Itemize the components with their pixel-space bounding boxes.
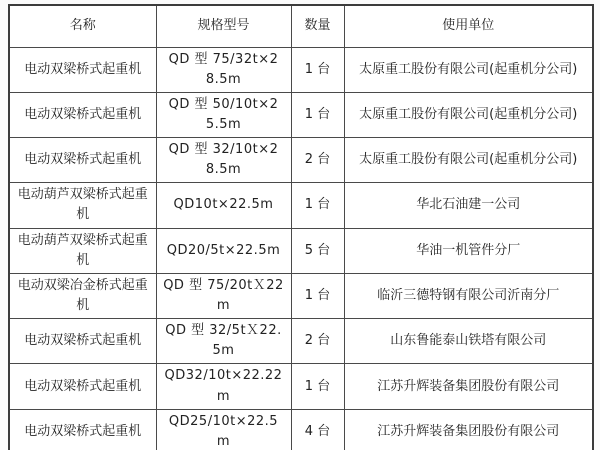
unit-cell: 太原重工股份有限公司(起重机分公司) — [344, 47, 593, 92]
table-row — [9, 319, 593, 364]
unit-cell: 江苏升辉装备集团股份有限公司 — [344, 364, 593, 409]
name-cell: 电动双梁桥式起重机 — [9, 319, 156, 364]
spec-cell: QD 型 50/10t×25.5m — [156, 92, 291, 137]
spec-cell: QD20/5t×22.5m — [156, 228, 291, 273]
name-cell: 电动双梁桥式起重机 — [9, 47, 156, 92]
unit-cell: 山东鲁能泰山铁塔有限公司 — [344, 319, 593, 364]
qty-cell: 1 台 — [291, 47, 344, 92]
unit-cell: 华北石油建一公司 — [344, 183, 593, 228]
table-row — [9, 364, 593, 409]
column-header: 名称 — [9, 5, 156, 47]
table-row — [9, 47, 593, 92]
unit-cell: 临沂三德特钢有限公司沂南分厂 — [344, 273, 593, 318]
spec-cell: QD32/10t×22.22m — [156, 364, 291, 409]
column-header: 规格型号 — [156, 5, 291, 47]
name-cell: 电动双梁桥式起重机 — [9, 364, 156, 409]
qty-cell: 5 台 — [291, 228, 344, 273]
name-cell: 电动双梁桥式起重机 — [9, 92, 156, 137]
column-header: 使用单位 — [344, 5, 593, 47]
name-cell: 电动双梁冶金桥式起重机 — [9, 273, 156, 318]
qty-cell: 1 台 — [291, 183, 344, 228]
column-header: 数量 — [291, 5, 344, 47]
table-row — [9, 273, 593, 318]
qty-cell: 1 台 — [291, 92, 344, 137]
spec-cell: QD 型 75/32t×28.5m — [156, 47, 291, 92]
unit-cell: 太原重工股份有限公司(起重机分公司) — [344, 92, 593, 137]
spec-cell: QD 型 32/5tＸ22.5m — [156, 319, 291, 364]
qty-cell: 2 台 — [291, 319, 344, 364]
name-cell: 电动葫芦双梁桥式起重机 — [9, 228, 156, 273]
spec-cell: QD 型 32/10t×28.5m — [156, 138, 291, 183]
qty-cell: 2 台 — [291, 138, 344, 183]
table-row — [9, 183, 593, 228]
unit-cell: 太原重工股份有限公司(起重机分公司) — [344, 138, 593, 183]
qty-cell: 1 台 — [291, 364, 344, 409]
spec-cell: QD 型 75/20tＸ22m — [156, 273, 291, 318]
table-row — [9, 92, 593, 137]
table-row — [9, 409, 593, 450]
spec-cell: QD25/10t×22.5m — [156, 409, 291, 450]
name-cell: 电动葫芦双梁桥式起重机 — [9, 183, 156, 228]
qty-cell: 4 台 — [291, 409, 344, 450]
unit-cell: 江苏升辉装备集团股份有限公司 — [344, 409, 593, 450]
equipment-table — [8, 4, 594, 450]
table-row — [9, 138, 593, 183]
name-cell: 电动双梁桥式起重机 — [9, 409, 156, 450]
table-header-row — [9, 5, 593, 47]
unit-cell: 华油一机管件分厂 — [344, 228, 593, 273]
table-row — [9, 228, 593, 273]
name-cell: 电动双梁桥式起重机 — [9, 138, 156, 183]
qty-cell: 1 台 — [291, 273, 344, 318]
spec-cell: QD10t×22.5m — [156, 183, 291, 228]
